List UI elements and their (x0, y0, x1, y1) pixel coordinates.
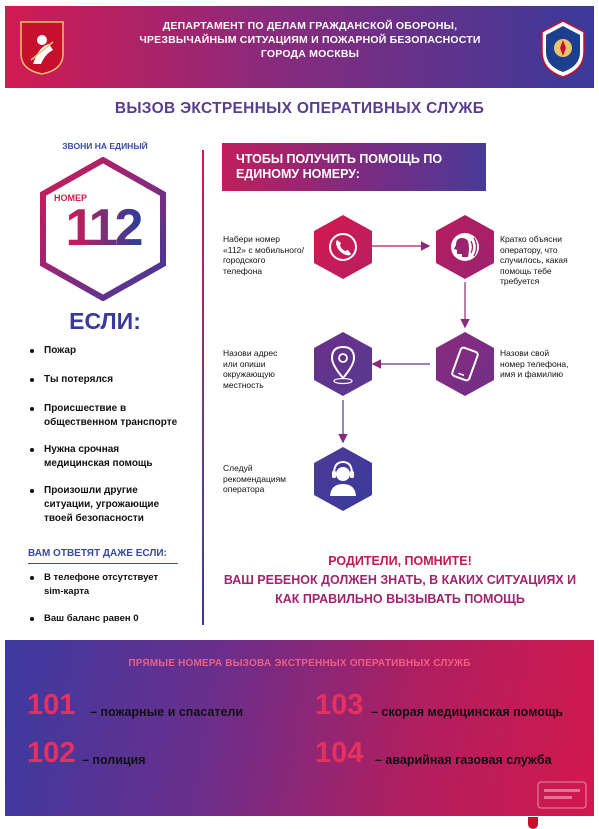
bottom-strip (0, 816, 599, 829)
number-101: 101 (27, 689, 76, 721)
number-103-desc: – скорая медицинская помощь (371, 705, 564, 719)
parents-notice: РОДИТЕЛИ, ПОМНИТЕ! ВАШ РЕБЕНОК ДОЛЖЕН ЗНАТЬ, В КАКИХ СИТУАЦИЯХ И КАК ПРАВИЛЬНО ВЫЗЫВАТЬ ПОМОЩЬ (223, 554, 577, 606)
footer-numbers (5, 640, 594, 816)
number-103: 103 (315, 689, 364, 721)
stamp-icon (536, 780, 588, 810)
list-item: Пожар (30, 344, 200, 358)
list-item: Ты потерялся (30, 373, 200, 387)
number-102-desc: – полиция (82, 753, 146, 767)
step-2-text: Кратко объясни оператору, что случилось, какая помощь тебе требуется (500, 234, 568, 286)
help-box-text: ЧТОБЫ ПОЛУЧИТЬ ПОМОЩЬ ПО ЕДИНОМУ НОМЕРУ: (236, 152, 443, 181)
step-1-phone (314, 215, 372, 279)
step-4-text: Назови адрес или опиши окружающую местность (223, 348, 278, 390)
esli-heading: ЕСЛИ: (69, 308, 141, 334)
moscow-small-emblem-icon (528, 817, 538, 829)
footer-title: ПРЯМЫЕ НОМЕРА ВЫЗОВА ЭКСТРЕННЫХ ОПЕРАТИВНЫХ СЛУЖБ (128, 658, 471, 669)
speaking-head-icon (451, 233, 479, 261)
number-101-desc: – пожарные и спасатели (90, 705, 244, 719)
number-104: 104 (315, 737, 364, 769)
number-label: НОМЕР (54, 193, 88, 203)
list-item: Происшествие в общественном транспорте (30, 402, 190, 430)
step-5-text: Следуй рекомендациям оператора (223, 463, 287, 494)
list-item: Ваш баланс равен 0 (30, 612, 200, 626)
call-on-label: ЗВОНИ НА ЕДИНЫЙ (62, 141, 148, 151)
number-104-desc: – аварийная газовая служба (375, 753, 552, 767)
number-102: 102 (27, 737, 76, 769)
step-5-follow (314, 447, 372, 511)
department-title: ДЕПАРТАМЕНТ ПО ДЕЛАМ ГРАЖДАНСКОЙ ОБОРОНЫ, ЧРЕЗВЫЧАЙНЫМ СИТУАЦИЯМ И ПОЖАРНОЙ БЕЗОПАСНОСТИ ГОРОДА МОСКВЫ (139, 20, 481, 60)
list-item: В телефоне отсутствует sim-карта (30, 571, 170, 599)
step-3-name (436, 332, 494, 396)
step-3-text: Назови свой номер телефона, имя и фамилию (500, 348, 569, 379)
list-item: Произошли другие ситуации, угрожающие твоей безопасности (30, 484, 175, 526)
step-1-text: Набери номер «112» с мобильного/ городского телефона (223, 234, 304, 276)
number-112: 112 (65, 199, 141, 257)
answer-title: ВАМ ОТВЕТЯТ ДАЖЕ ЕСЛИ: (28, 548, 167, 559)
page-title: ВЫЗОВ ЭКСТРЕННЫХ ОПЕРАТИВНЫХ СЛУЖБ (114, 100, 485, 117)
step-2-explain (436, 215, 494, 279)
list-item: Нужна срочная медицинская помощь (30, 443, 170, 471)
step-4-address (314, 332, 372, 396)
